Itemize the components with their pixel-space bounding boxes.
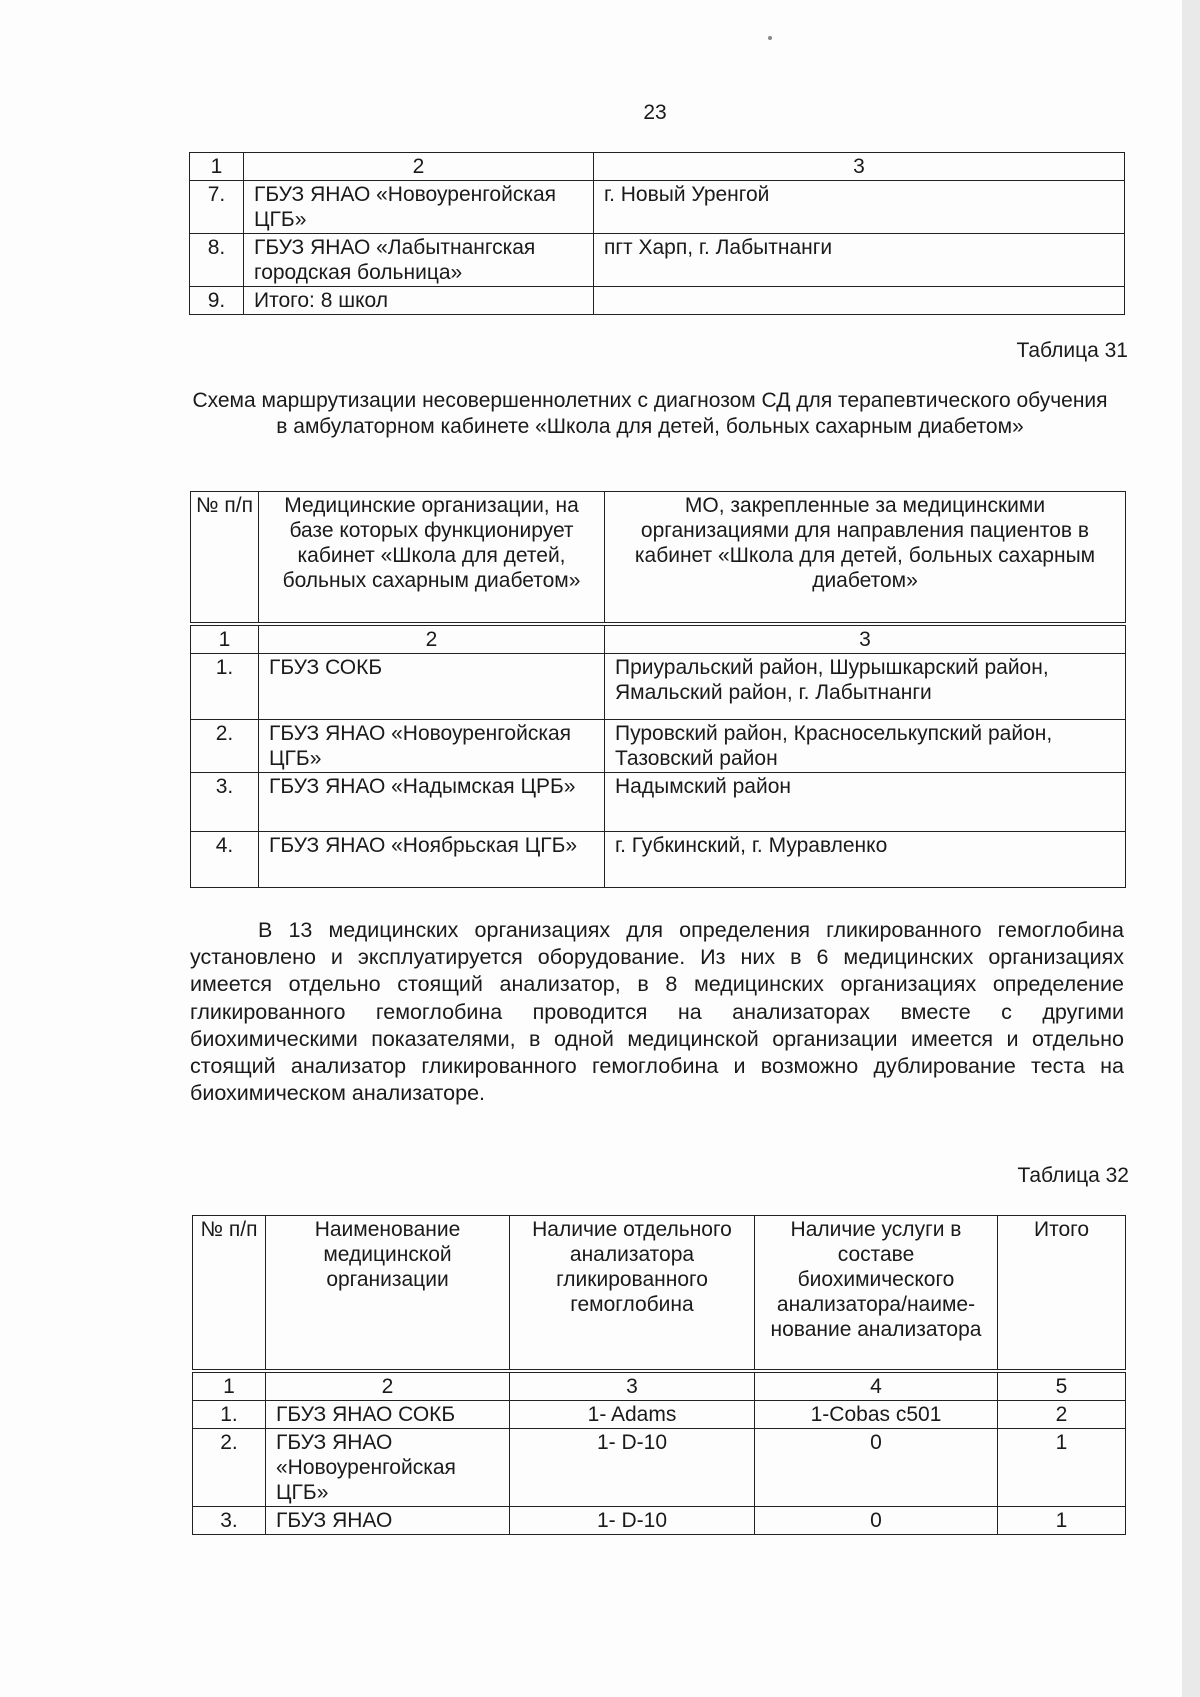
row-number: 2.	[191, 719, 259, 772]
org-cell: ГБУЗ СОКБ	[259, 653, 605, 719]
col-number: 4	[755, 1371, 998, 1401]
column-header: № п/п	[191, 492, 259, 624]
biochem-analyzer-cell: 0	[755, 1506, 998, 1534]
row-number: 2.	[193, 1428, 266, 1506]
column-header: Итого	[998, 1216, 1126, 1371]
table-row	[193, 1428, 1126, 1506]
row-number: 7.	[190, 181, 244, 234]
location-cell: г. Новый Уренгой	[594, 181, 1125, 234]
table-31-title: Схема маршрутизации несовершеннолетних с диагнозом СД для терапевтического обучения в амбулаторном кабинете «Школа для детей, больных сахарным диабетом»	[192, 389, 1108, 438]
table-row	[193, 1506, 1126, 1534]
total-cell: 1	[998, 1428, 1126, 1506]
mo-cell: г. Губкинский, г. Муравленко	[605, 831, 1126, 887]
org-cell: ГБУЗ ЯНАО «Новоуренгойская ЦГБ»	[266, 1428, 510, 1506]
col-number: 2	[244, 153, 594, 181]
table-row	[191, 772, 1126, 831]
column-header: МО, закрепленные за медицинскими организациями для направления пациентов в кабинет «Школа для детей, больных сахарным диабетом»	[605, 492, 1126, 624]
biochem-analyzer-cell: 0	[755, 1428, 998, 1506]
column-header: Наличие услуги в составе биохимического анализатора/наиме-нование анализатора	[755, 1216, 998, 1371]
biochem-analyzer-cell: 1-Cobas c501	[755, 1400, 998, 1428]
col-number: 1	[193, 1371, 266, 1401]
row-number: 4.	[191, 831, 259, 887]
table-31-label: Таблица 31	[1016, 339, 1128, 362]
col-number: 5	[998, 1371, 1126, 1401]
row-number: 3.	[191, 772, 259, 831]
row-number: 1.	[193, 1400, 266, 1428]
col-number: 3	[605, 624, 1126, 654]
col-number: 1	[190, 153, 244, 181]
org-cell: ГБУЗ ЯНАО «Ноябрьская ЦГБ»	[259, 831, 605, 887]
table-row	[191, 831, 1126, 887]
col-number: 1	[191, 624, 259, 654]
separate-analyzer-cell: 1- Adams	[510, 1400, 755, 1428]
row-number: 3.	[193, 1506, 266, 1534]
org-cell: Итого: 8 школ	[244, 287, 594, 315]
location-cell: пгт Харп, г. Лабытнанги	[594, 234, 1125, 287]
org-cell: ГБУЗ ЯНАО «Новоуренгойская ЦГБ»	[259, 719, 605, 772]
table-header-row	[193, 1216, 1126, 1371]
column-header: № п/п	[193, 1216, 266, 1371]
scan-speck	[768, 36, 772, 40]
table-header-row	[191, 492, 1126, 624]
col-number: 2	[259, 624, 605, 654]
column-header: Наличие отдельного анализатора гликированного гемоглобина	[510, 1216, 755, 1371]
body-paragraph: В 13 медицинских организациях для определения гликированного гемоглобина установлено и эксплуатируется оборудование. Из них в 6 медицинских организациях имеется отдельно стоящий анализатор, в 8 медицинских организациях определение гликированного гемоглобина проводится на анализаторах вместе с другими биохимическими показателями, в одной медицинской организации имеется и отдельно стоящий анализатор гликированного гемоглобина и возможно дублирование теста на биохимическом анализаторе.	[190, 918, 1124, 1106]
column-header: Медицинские организации, на базе которых функционирует кабинет «Школа для детей, больных сахарным диабетом»	[259, 492, 605, 624]
row-number: 1.	[191, 653, 259, 719]
table-32	[192, 1215, 1126, 1535]
col-number: 2	[266, 1371, 510, 1401]
total-cell: 1	[998, 1506, 1126, 1534]
row-number: 8.	[190, 234, 244, 287]
table-32-label: Таблица 32	[1017, 1164, 1129, 1187]
table-row	[190, 181, 1125, 234]
table-31	[190, 491, 1126, 888]
table-row	[191, 653, 1126, 719]
mo-cell: Приуральский район, Шурышкарский район, Ямальский район, г. Лабытнанги	[605, 653, 1126, 719]
separate-analyzer-cell: 1- D-10	[510, 1428, 755, 1506]
org-cell: ГБУЗ ЯНАО «Новоуренгойская ЦГБ»	[244, 181, 594, 234]
table-row	[190, 234, 1125, 287]
org-cell: ГБУЗ ЯНАО СОКБ	[266, 1400, 510, 1428]
separate-analyzer-cell: 1- D-10	[510, 1506, 755, 1534]
column-header: Наименование медицинской организации	[266, 1216, 510, 1371]
table-row	[190, 287, 1125, 315]
org-cell: ГБУЗ ЯНАО «Надымская ЦРБ»	[259, 772, 605, 831]
page-number: 23	[643, 101, 667, 124]
column-number-row	[193, 1371, 1126, 1401]
org-cell: ГБУЗ ЯНАО	[266, 1506, 510, 1534]
column-number-row	[191, 624, 1126, 654]
table-continuation	[189, 152, 1125, 315]
mo-cell: Пуровский район, Красноселькупский район, Тазовский район	[605, 719, 1126, 772]
location-cell	[594, 287, 1125, 315]
col-number: 3	[510, 1371, 755, 1401]
mo-cell: Надымский район	[605, 772, 1126, 831]
row-number: 9.	[190, 287, 244, 315]
col-number: 3	[594, 153, 1125, 181]
org-cell: ГБУЗ ЯНАО «Лабытнангская городская больница»	[244, 234, 594, 287]
total-cell: 2	[998, 1400, 1126, 1428]
table-row	[193, 1400, 1126, 1428]
table-row	[191, 719, 1126, 772]
